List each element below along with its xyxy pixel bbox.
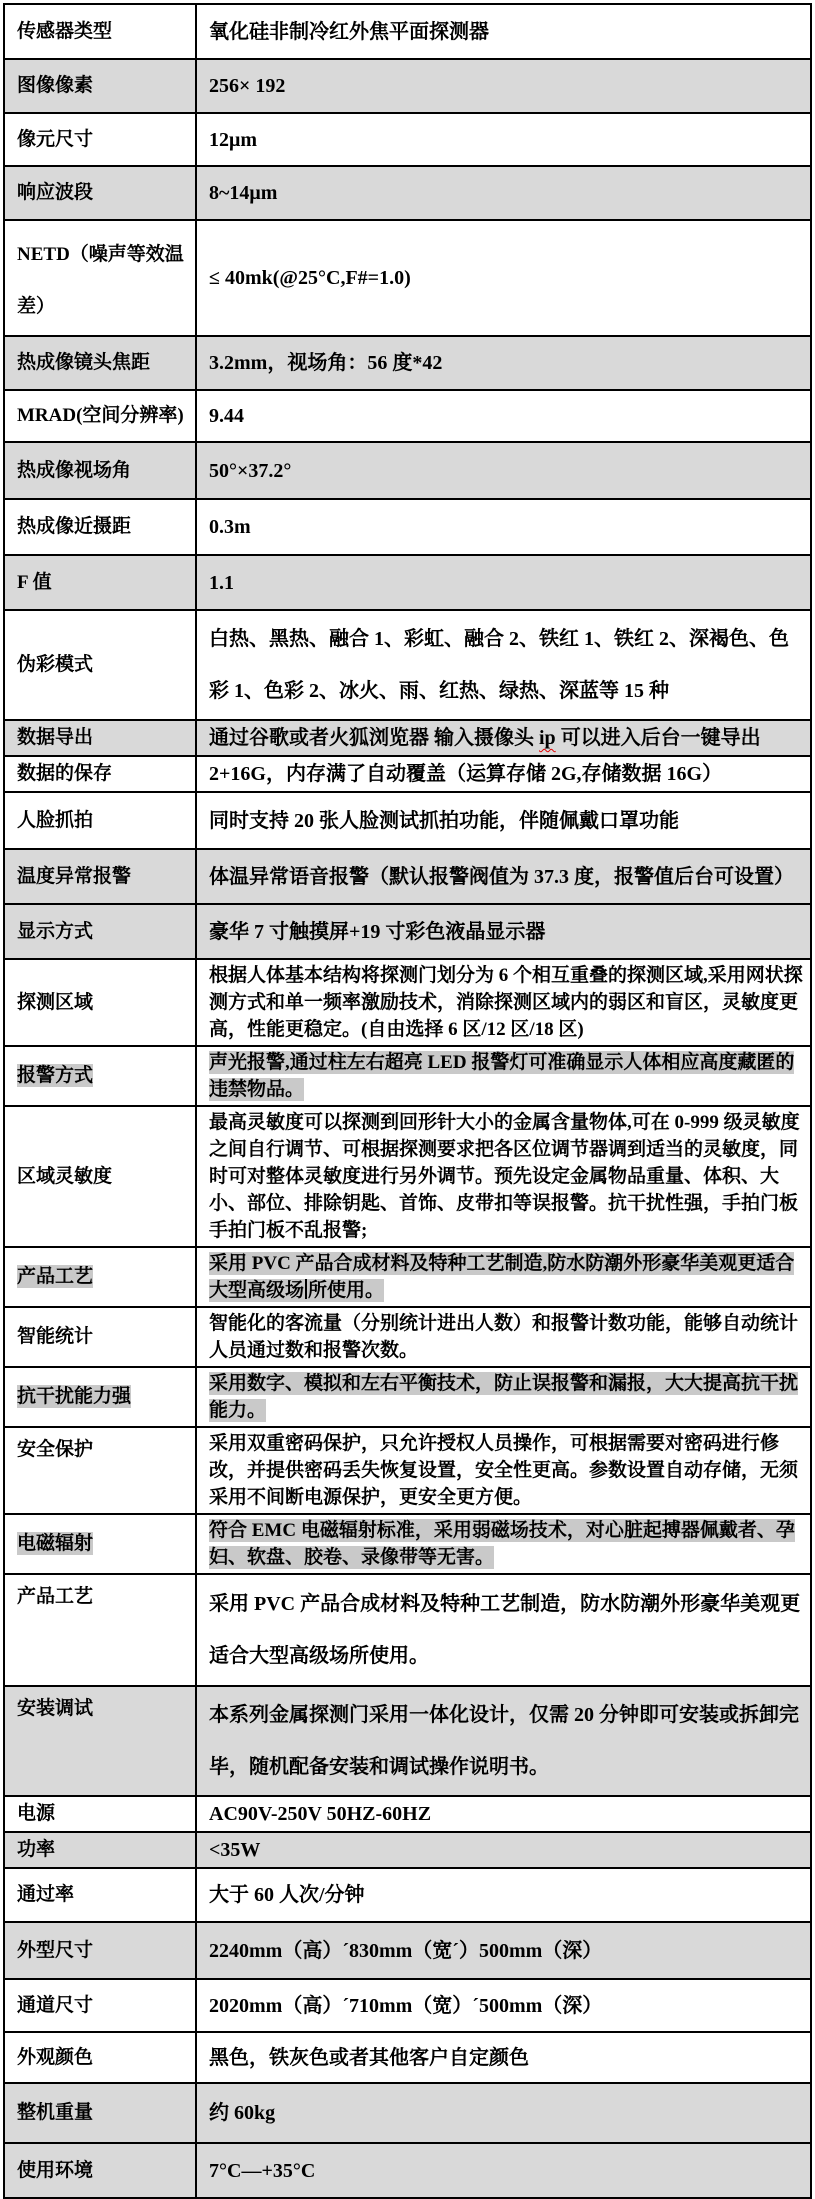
row-label: 探测区域 bbox=[4, 959, 196, 1046]
table-row bbox=[4, 1247, 811, 1307]
row-label: 区域灵敏度 bbox=[4, 1106, 196, 1247]
table-row bbox=[4, 499, 811, 555]
value-text: 2240mm（高）´830mm（宽´）500mm（深） bbox=[209, 1939, 603, 1962]
highlighted-text: 产品工艺 bbox=[17, 1266, 94, 1288]
value-text: 7°C—+35°C bbox=[209, 2159, 316, 2182]
value-text: ≤ 40mk(@25°C,F#=1.0) bbox=[209, 267, 411, 289]
row-label: 功率 bbox=[4, 1832, 196, 1868]
row-value bbox=[196, 1367, 811, 1427]
value-text: 体温异常语音报警（默认报警阀值为 37.3 度，报警值后台可设置） bbox=[209, 865, 794, 888]
row-value bbox=[196, 1979, 811, 2032]
value-text: 12μm bbox=[209, 128, 257, 151]
row-label: 通道尺寸 bbox=[4, 1979, 196, 2032]
row-value bbox=[196, 1686, 811, 1796]
table-row bbox=[4, 904, 811, 959]
table-row bbox=[4, 390, 811, 442]
row-value bbox=[196, 220, 811, 336]
row-label: 热成像镜头焦距 bbox=[4, 336, 196, 390]
row-value bbox=[196, 336, 811, 390]
value-text: <35W bbox=[209, 1839, 261, 1861]
value-text: 2020mm（高）´710mm（宽）´500mm（深） bbox=[209, 1994, 603, 2017]
row-value bbox=[196, 1796, 811, 1832]
value-text: 符合 EMC 电磁辐射标准，采用弱磁场技术，对心脏起搏器佩戴者、孕妇、软盘、胶卷、录像带等无害。 bbox=[209, 1520, 795, 1568]
row-value bbox=[196, 4, 811, 59]
value-text: 大于 60 人次/分钟 bbox=[209, 1884, 365, 1906]
table-row bbox=[4, 59, 811, 113]
table-row bbox=[4, 113, 811, 166]
row-label: 安全保护 bbox=[4, 1427, 196, 1514]
highlighted-text: 报警方式 bbox=[17, 1065, 94, 1087]
row-label: 安装调试 bbox=[4, 1686, 196, 1796]
table-row bbox=[4, 756, 811, 792]
value-text: 白热、黑热、融合 1、彩虹、融合 2、铁红 1、铁红 2、深褐色、色彩 1、色彩 2、冰火、雨、红热、绿热、深蓝等 15 种 bbox=[209, 628, 789, 702]
table-row bbox=[4, 2083, 811, 2143]
table-row bbox=[4, 1979, 811, 2032]
table-row bbox=[4, 1427, 811, 1514]
value-text: 智能化的客流量（分别统计进出人数）和报警计数功能，能够自动统计人员通过数和报警次数。 bbox=[209, 1313, 799, 1361]
row-value bbox=[196, 959, 811, 1046]
table-row bbox=[4, 1832, 811, 1868]
value-text: 2+16G，内存满了自动覆盖（运算存储 2G,存储数据 16G） bbox=[209, 763, 723, 785]
row-label bbox=[4, 1514, 196, 1574]
row-value bbox=[196, 113, 811, 166]
table-row bbox=[4, 849, 811, 904]
row-value bbox=[196, 1514, 811, 1574]
row-label: 热成像近摄距 bbox=[4, 499, 196, 555]
row-label: 外型尺寸 bbox=[4, 1922, 196, 1979]
row-value bbox=[196, 1922, 811, 1979]
row-value bbox=[196, 1832, 811, 1868]
spec-table bbox=[3, 3, 812, 2199]
row-value bbox=[196, 390, 811, 442]
row-value bbox=[196, 720, 811, 756]
value-text: 0.3m bbox=[209, 516, 251, 538]
value-text: 本系列金属探测门采用一体化设计，仅需 20 分钟即可安装或拆卸完毕，随机配备安装和调试操作说明书。 bbox=[209, 1704, 799, 1778]
value-text: 采用数字、模拟和左右平衡技术，防止误报警和漏报，大大提高抗干扰能力。 bbox=[209, 1373, 799, 1421]
table-row bbox=[4, 1367, 811, 1427]
row-label: 像元尺寸 bbox=[4, 113, 196, 166]
value-text: 采用双重密码保护，只允许授权人员操作，可根据需要对密码进行修改，并提供密码丢失恢复设置，安全性更高。参数设置自动存储，无须采用不间断电源保护，更安全更方便。 bbox=[209, 1433, 799, 1508]
row-label: 智能统计 bbox=[4, 1307, 196, 1367]
table-row bbox=[4, 1922, 811, 1979]
row-value bbox=[196, 610, 811, 720]
table-row bbox=[4, 1686, 811, 1796]
value-text: 50°×37.2° bbox=[209, 459, 292, 482]
row-value bbox=[196, 2032, 811, 2083]
row-label: 温度异常报警 bbox=[4, 849, 196, 904]
row-value bbox=[196, 1574, 811, 1686]
row-value bbox=[196, 792, 811, 849]
row-label: MRAD(空间分辨率) bbox=[4, 390, 196, 442]
table-row bbox=[4, 610, 811, 720]
table-row bbox=[4, 1514, 811, 1574]
table-row bbox=[4, 166, 811, 220]
highlighted-text bbox=[209, 1519, 795, 1569]
value-text: 氧化硅非制冷红外焦平面探测器 bbox=[209, 20, 489, 43]
row-label bbox=[4, 1247, 196, 1307]
highlighted-text: 抗干扰能力强 bbox=[17, 1386, 132, 1408]
row-label: 通过率 bbox=[4, 1868, 196, 1922]
row-label: NETD（噪声等效温差） bbox=[4, 220, 196, 336]
row-label: 数据的保存 bbox=[4, 756, 196, 792]
row-label: 伪彩模式 bbox=[4, 610, 196, 720]
row-value bbox=[196, 1427, 811, 1514]
value-text: 256× 192 bbox=[209, 75, 286, 97]
table-row bbox=[4, 1796, 811, 1832]
row-value bbox=[196, 166, 811, 220]
value-text: 通过谷歌或者火狐浏览器 输入摄像头 bbox=[209, 727, 539, 749]
row-value bbox=[196, 1307, 811, 1367]
highlighted-text bbox=[209, 1252, 794, 1302]
table-row bbox=[4, 1574, 811, 1686]
value-text: 黑色，铁灰色或者其他客户自定颜色 bbox=[209, 2046, 529, 2069]
highlighted-text bbox=[209, 1372, 798, 1422]
misspelled-word: ip bbox=[539, 727, 556, 749]
table-row bbox=[4, 1106, 811, 1247]
row-label: 使用环境 bbox=[4, 2143, 196, 2198]
value-text: 8~14μm bbox=[209, 182, 278, 204]
row-value bbox=[196, 442, 811, 499]
value-text: 9.44 bbox=[209, 405, 244, 427]
value-text: 3.2mm，视场角：56 度*42 bbox=[209, 352, 443, 374]
table-row bbox=[4, 792, 811, 849]
text-cursor bbox=[305, 1279, 307, 1299]
row-value bbox=[196, 2083, 811, 2143]
table-row bbox=[4, 555, 811, 610]
value-text: 豪华 7 寸触摸屏+19 寸彩色液晶显示器 bbox=[209, 920, 546, 943]
value-text: AC90V-250V 50HZ-60HZ bbox=[209, 1803, 432, 1825]
table-row bbox=[4, 1307, 811, 1367]
table-row bbox=[4, 1868, 811, 1922]
value-text: 同时支持 20 张人脸测试抓拍功能，伴随佩戴口罩功能 bbox=[209, 809, 679, 832]
row-label: 整机重量 bbox=[4, 2083, 196, 2143]
highlighted-text: 电磁辐射 bbox=[17, 1533, 94, 1555]
row-label: 数据导出 bbox=[4, 720, 196, 756]
row-label bbox=[4, 1367, 196, 1427]
table-row bbox=[4, 2032, 811, 2083]
row-label: F 值 bbox=[4, 555, 196, 610]
row-label: 热成像视场角 bbox=[4, 442, 196, 499]
row-label: 外观颜色 bbox=[4, 2032, 196, 2083]
row-label: 图像像素 bbox=[4, 59, 196, 113]
value-text: 所使用。 bbox=[308, 1280, 385, 1301]
row-label: 响应波段 bbox=[4, 166, 196, 220]
table-row bbox=[4, 336, 811, 390]
document-page bbox=[0, 3, 815, 2182]
table-row bbox=[4, 2143, 811, 2198]
row-value bbox=[196, 59, 811, 113]
table-row bbox=[4, 1046, 811, 1106]
row-value bbox=[196, 1247, 811, 1307]
row-value bbox=[196, 1868, 811, 1922]
row-value bbox=[196, 1106, 811, 1247]
row-label: 显示方式 bbox=[4, 904, 196, 959]
row-value bbox=[196, 756, 811, 792]
row-value bbox=[196, 499, 811, 555]
value-text: 1.1 bbox=[209, 571, 234, 594]
row-label: 人脸抓拍 bbox=[4, 792, 196, 849]
value-text: 约 60kg bbox=[209, 2102, 276, 2124]
table-row bbox=[4, 959, 811, 1046]
value-text: 声光报警,通过柱左右超亮 LED 报警灯可准确显示人体相应高度藏匿的违禁物品。 bbox=[209, 1052, 795, 1100]
table-row bbox=[4, 4, 811, 59]
table-row bbox=[4, 220, 811, 336]
row-label bbox=[4, 1046, 196, 1106]
row-label: 电源 bbox=[4, 1796, 196, 1832]
row-value bbox=[196, 849, 811, 904]
value-text: 最高灵敏度可以探测到回形针大小的金属含量物体,可在 0-999 级灵敏度之间自行调节、可根据探测要求把各区位调节器调到适当的灵敏度，同时可对整体灵敏度进行另外调节。预先设定金属物品重量、体积、大小、部位、排除钥匙、首饰、皮带扣等误报警。抗干扰性强，手拍门板手拍门板不乱报警; bbox=[209, 1112, 800, 1241]
value-text: 可以进入后台一键导出 bbox=[555, 727, 761, 749]
spec-table-body bbox=[4, 4, 811, 2198]
row-value bbox=[196, 904, 811, 959]
value-text: 根据人体基本结构将探测门划分为 6 个相互重叠的探测区域,采用网状探测方式和单一频率激励技术，消除探测区域内的弱区和盲区，灵敏度更高，性能更稳定。(自由选择 6 区/12 区/18 区) bbox=[209, 965, 803, 1040]
row-value bbox=[196, 1046, 811, 1106]
row-label: 传感器类型 bbox=[4, 4, 196, 59]
value-text: 采用 PVC 产品合成材料及特种工艺制造,防水防潮外形豪华美观更适合大型高级场 bbox=[209, 1253, 795, 1301]
row-value bbox=[196, 555, 811, 610]
row-label: 产品工艺 bbox=[4, 1574, 196, 1686]
table-row bbox=[4, 720, 811, 756]
table-row bbox=[4, 442, 811, 499]
row-value bbox=[196, 2143, 811, 2198]
value-text: 采用 PVC 产品合成材料及特种工艺制造，防水防潮外形豪华美观更适合大型高级场所使用。 bbox=[209, 1593, 801, 1667]
highlighted-text bbox=[209, 1051, 794, 1101]
